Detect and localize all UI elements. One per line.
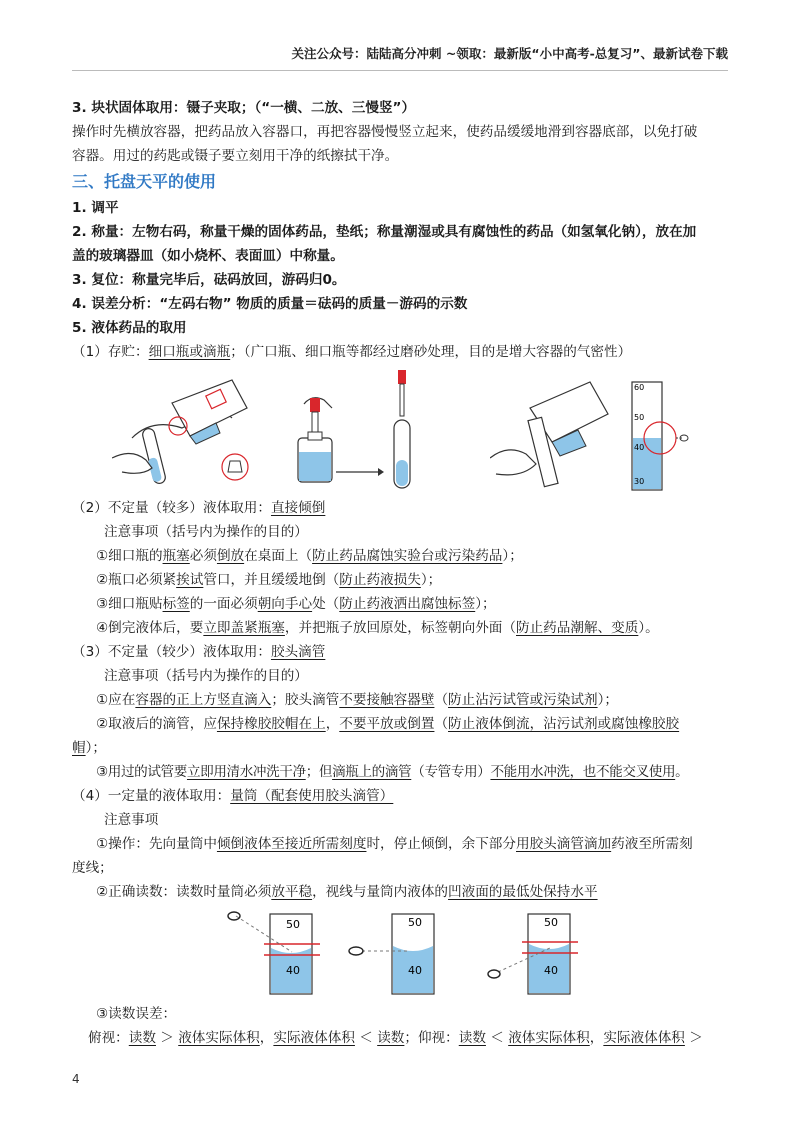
svg-text:40: 40 — [408, 964, 422, 977]
line-solid-desc1: 操作时先横放容器，把药品放入容器口，再把容器慢慢竖立起来，使药品缓缓地滑到容器底部，以免打破 — [72, 124, 698, 140]
scale-40-label: 40 — [634, 443, 645, 452]
line-balance-3: 3. 复位：称量完毕后，砝码放回，游码归0。 — [72, 272, 346, 288]
stopper-icon — [220, 452, 250, 482]
page-header: 关注公众号：陆陆高分冲刺 ~领取：最新版“小中高考-总复习”、最新试卷下载 — [291, 46, 728, 61]
line-solid-title: 3. 块状固体取用：镊子夹取；（“一横、二放、三慢竖”） — [72, 100, 416, 116]
dropper-tube-figure — [382, 368, 422, 492]
page-content — [72, 96, 732, 1050]
note-title-3: 注意事项 — [104, 812, 159, 828]
line-balance-2a: 2. 称量：左物右码，称量干燥的固体药品，垫纸；称量潮湿或具有腐蚀性的药品（如氢氧化钠），放在加 — [72, 224, 697, 240]
figure-row-reading — [72, 908, 732, 1000]
figure-row-pouring — [72, 368, 732, 496]
note-measure-error: 俯视：读数 ＞ 液体实际体积，实际液体体积 ＜ 读数；仰视：读数 ＜ 液体实际体积，实际液体体积 ＞ — [88, 1030, 703, 1046]
note-measure-1-cont: 度线； — [72, 860, 113, 876]
line-solid-desc2: 容器。用过的药匙或镊子要立刻用干净的纸擦拭干净。 — [72, 148, 399, 164]
reading-look-down-figure — [222, 908, 332, 998]
eye-icon — [349, 947, 363, 955]
pouring-cylinder-figure — [490, 368, 620, 490]
note-pour-2: ②瓶口必须紧挨试管口，并且缓缓地倒（防止药液损失）； — [96, 572, 442, 588]
note-pour-3: ③细口瓶贴标签的一面必须朝向手心处（防止药液洒出腐蚀标签）； — [96, 596, 496, 612]
note-dropper-2: ②取液后的滴管，应保持橡胶胶帽在上，不要平放或倒置（防止液体倒流，沾污试剂或腐蚀橡胶胶 — [96, 716, 680, 732]
scale-60-label: 60 — [634, 383, 645, 392]
note-measure-2: ②正确读数：读数时量筒必须放平稳，视线与量筒内液体的凹液面的最低处保持水平 — [96, 884, 598, 900]
note-dropper-1: ①应在容器的正上方竖直滴入；胶头滴管不要接触容器壁（防止沾污试管或污染试剂）； — [96, 692, 618, 708]
line-pour-less: （3）不定量（较少）液体取用：胶头滴管 — [72, 644, 326, 660]
svg-text:50: 50 — [408, 916, 422, 929]
header-rule — [72, 70, 728, 71]
note-title-2: 注意事项（括号内为操作的目的） — [104, 668, 308, 684]
line-balance-2b: 盖的玻璃器皿（如小烧杯、表面皿）中称量。 — [72, 248, 344, 264]
note-title-1: 注意事项（括号内为操作的目的） — [104, 524, 308, 540]
line-storage: （1）存贮：细口瓶或滴瓶；（广口瓶、细口瓶等都经过磨砂处理，目的是增大容器的气密性） — [72, 344, 632, 360]
line-pour-more: （2）不定量（较多）液体取用：直接倾倒 — [72, 500, 326, 516]
note-dropper-2-cont: 帽）； — [72, 740, 106, 756]
line-balance-1: 1. 调平 — [72, 200, 119, 216]
note-dropper-3: ③用过的试管要立即用清水冲洗干净；但滴瓶上的滴管（专管专用）不能用水冲洗，也不能交叉使用。 — [96, 764, 689, 780]
note-measure-3: ③读数误差： — [96, 1006, 177, 1022]
line-balance-4: 4. 误差分析：“左码右物” 物质的质量＝砝码的质量－游码的示数 — [72, 296, 468, 312]
note-pour-4: ④倒完液体后，要立即盖紧瓶塞，并把瓶子放回原处，标签朝向外面（防止药品潮解、变质）。 — [96, 620, 659, 636]
cylinder-reading-figure — [620, 376, 690, 496]
svg-text:40: 40 — [286, 964, 300, 977]
svg-text:50: 50 — [286, 918, 300, 931]
note-measure-1: ①操作：先向量筒中倾倒液体至接近所需刻度时，停止倾倒，余下部分用胶头滴管滴加药液至所需刻 — [96, 836, 693, 852]
eye-icon — [228, 912, 240, 920]
reading-level-figure — [340, 908, 450, 998]
line-measure: （4）一定量的液体取用：量筒（配套使用胶头滴管） — [72, 788, 394, 804]
eye-icon — [488, 970, 500, 978]
scale-30-label: 30 — [634, 477, 645, 486]
arrow-icon — [334, 464, 386, 480]
reading-look-up-figure — [482, 908, 602, 998]
note-pour-1: ①细口瓶的瓶塞必须倒放在桌面上（防止药品腐蚀实验台或污染药品）； — [96, 548, 523, 564]
svg-text:50: 50 — [544, 916, 558, 929]
svg-text:40: 40 — [544, 964, 558, 977]
line-liquid-title: 5. 液体药品的取用 — [72, 320, 187, 336]
page-number: 4 — [72, 1072, 80, 1086]
section-title: 三、托盘天平的使用 — [72, 172, 217, 191]
scale-50-label: 50 — [634, 413, 645, 422]
